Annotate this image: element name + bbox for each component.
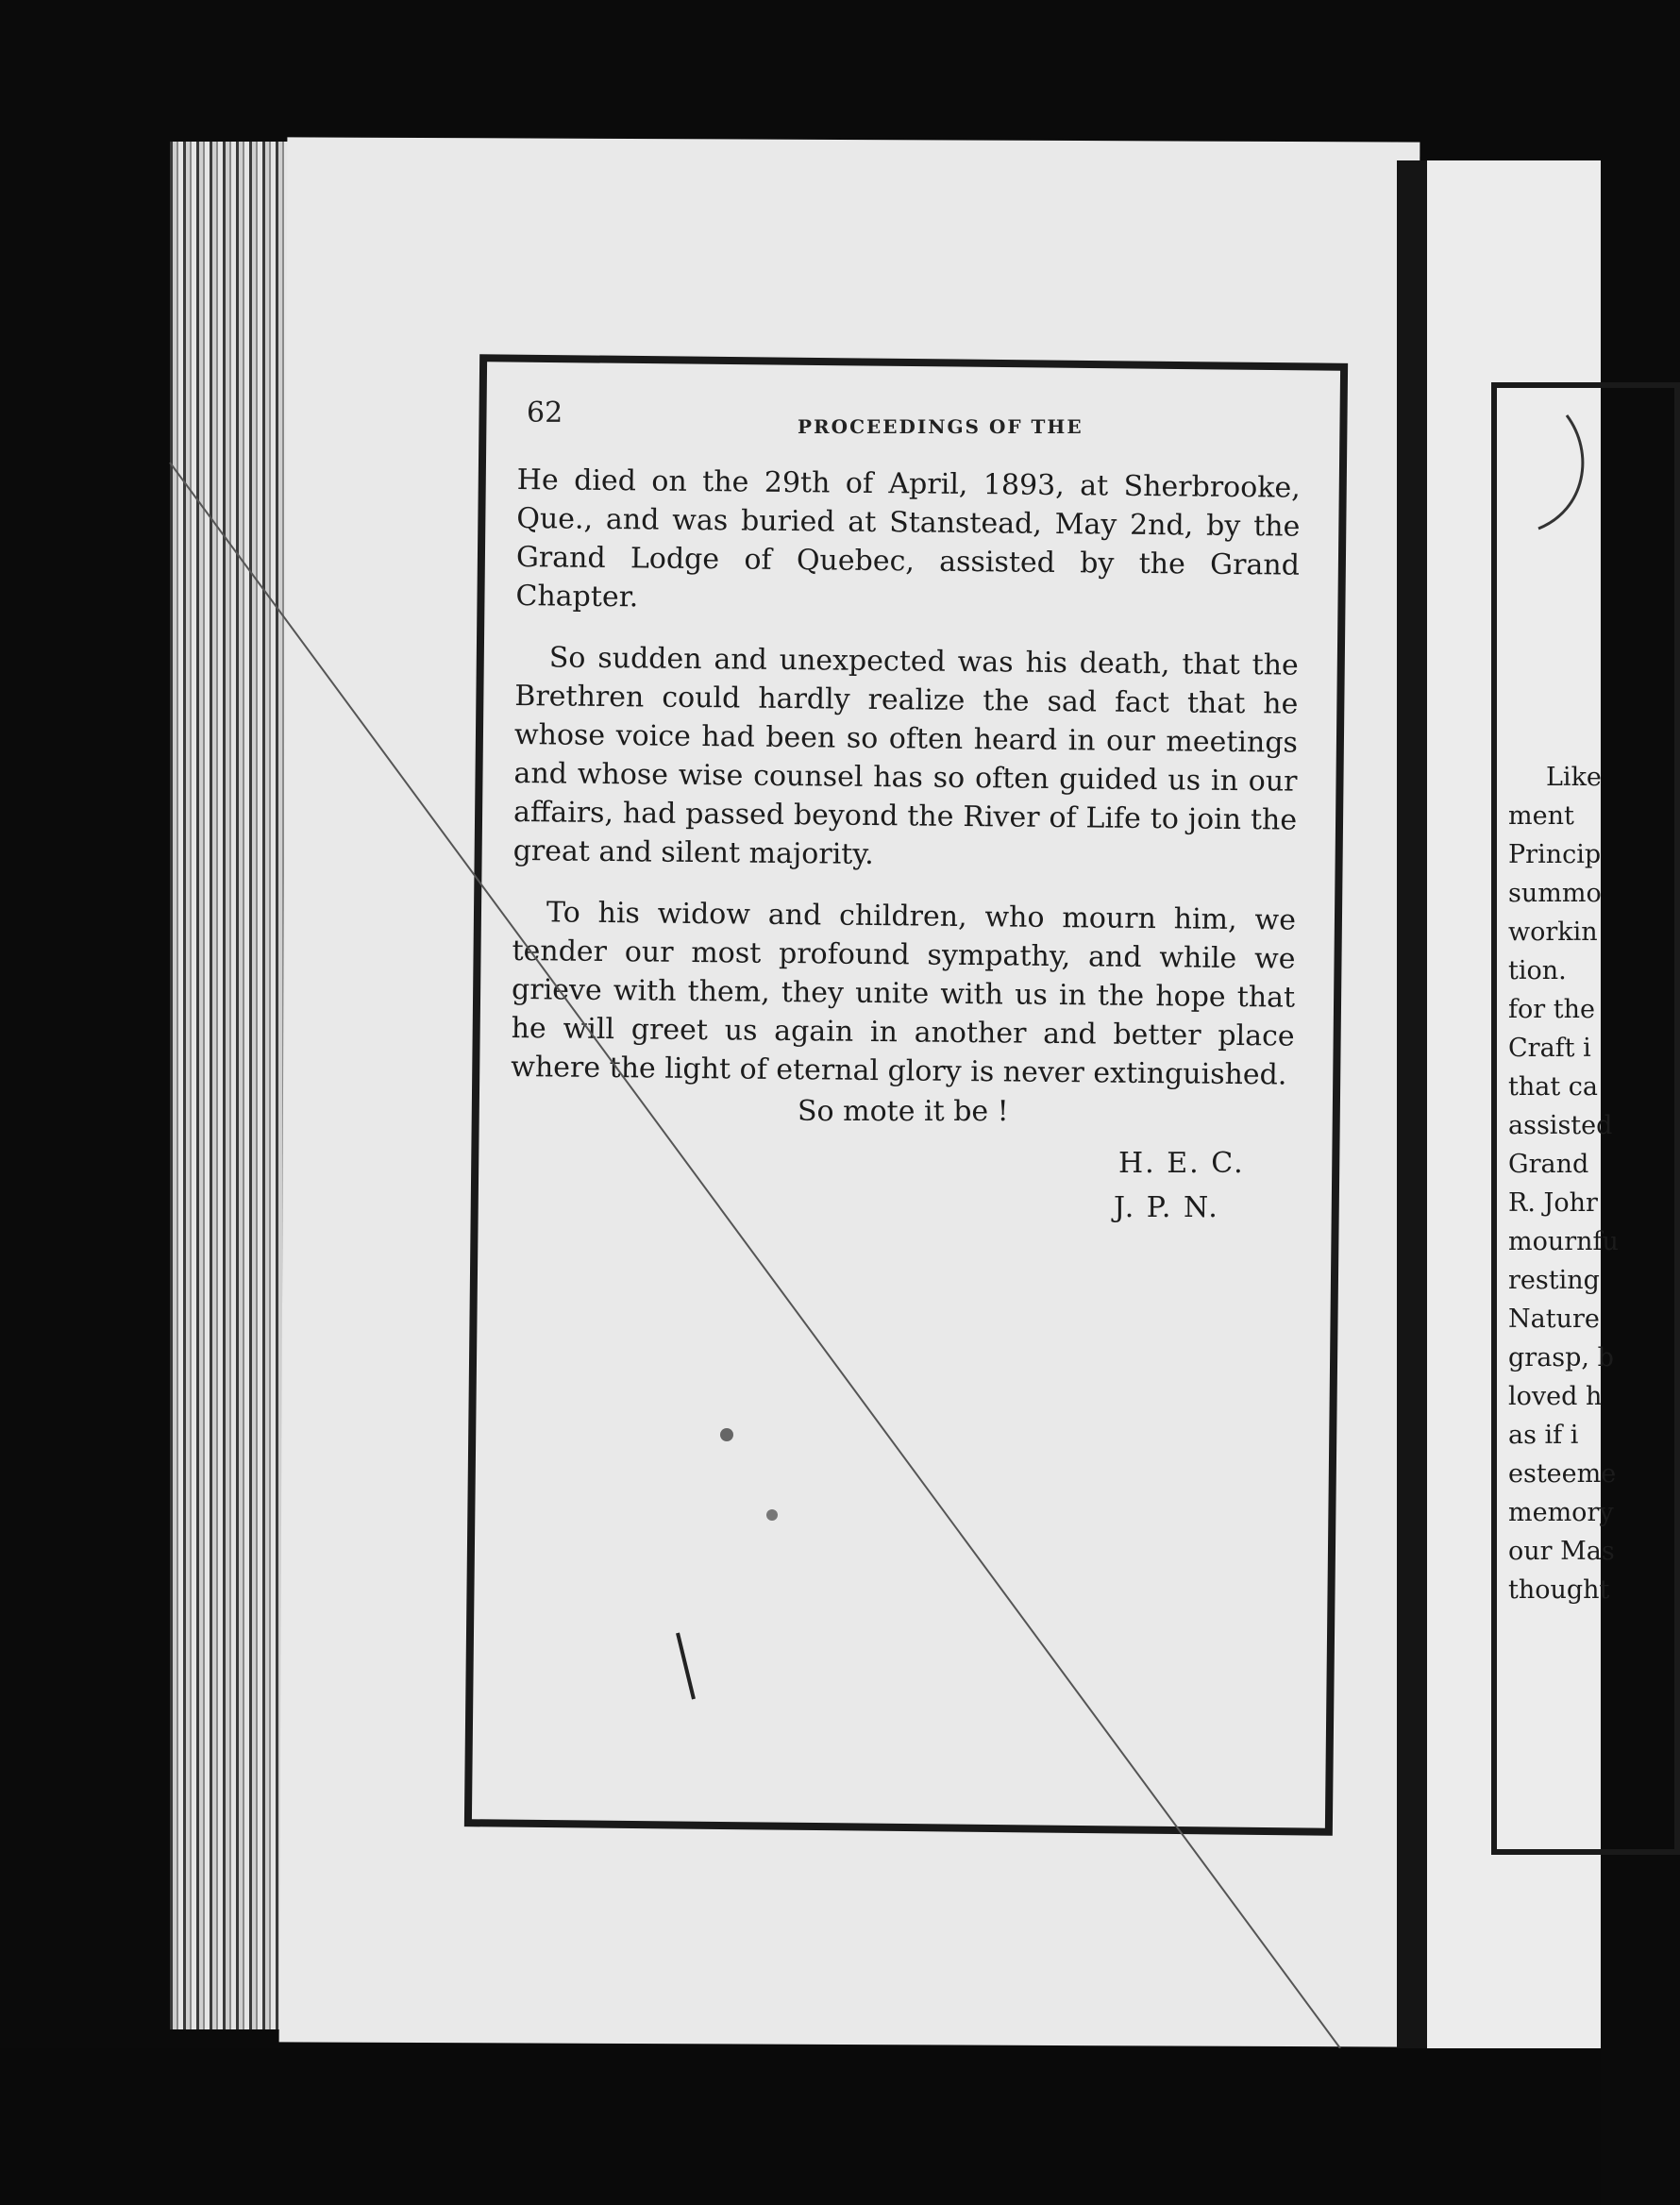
- paragraph-1: He died on the 29th of April, 1893, at Sherbrooke, Que., and was buried at Stanstead, May 2nd, by the Grand Lodge of Quebec, assisted by the Grand Chapter.: [515, 463, 1301, 614]
- right-line: summo: [1508, 879, 1602, 908]
- page-number: 62: [527, 396, 563, 429]
- right-line: that ca: [1508, 1072, 1598, 1102]
- right-line: our Mas: [1508, 1537, 1615, 1566]
- right-line: Princip: [1508, 840, 1602, 869]
- right-line: Grand: [1508, 1150, 1589, 1179]
- bottom-shadow: [0, 2048, 1601, 2205]
- right-line: thought: [1508, 1575, 1610, 1605]
- running-head: PROCEEDINGS OF THE: [798, 415, 1084, 438]
- spot: [766, 1509, 778, 1521]
- ink-mark: [678, 1633, 694, 1699]
- right-line: workin: [1508, 917, 1598, 947]
- right-line: mournfu: [1508, 1227, 1619, 1256]
- right-page-bracket: [1538, 415, 1583, 529]
- paragraph-3: To his widow and children, who mourn him, we tender our most profound sympathy, and while we grieve with them, they unite with us in the hope that he will greet us again in another and better place where the light of eternal glory is never extinguished.: [511, 896, 1297, 1092]
- right-line: assisted: [1508, 1111, 1613, 1140]
- paragraph-2: So sudden and unexpected was his death, that the Brethren could hardly realize the sad fact that he whose voice had been so often heard in our meetings and whose wise counsel has so often guided us in our affairs, had passed beyond the River of Life to join the great and silent majority.: [512, 641, 1299, 871]
- closing-line: So mote it be !: [798, 1095, 1009, 1128]
- diagonal-scratch-line: [170, 463, 1340, 2048]
- right-line: tion.: [1508, 956, 1567, 985]
- right-line: R. Johr: [1508, 1188, 1598, 1218]
- right-line: grasp, b: [1508, 1343, 1614, 1372]
- spot: [720, 1428, 733, 1441]
- right-line: memory: [1508, 1498, 1614, 1527]
- right-line: Craft i: [1508, 1034, 1591, 1063]
- signature-1: H. E. C.: [1118, 1147, 1245, 1180]
- right-line: loved h: [1508, 1382, 1603, 1411]
- right-line: as if i: [1508, 1421, 1579, 1450]
- signature-2: J. P. N.: [1114, 1191, 1219, 1224]
- right-line: Like: [1546, 763, 1602, 792]
- right-line: resting: [1508, 1266, 1600, 1295]
- right-line: ment: [1508, 801, 1574, 831]
- right-line: Nature: [1508, 1304, 1600, 1334]
- right-line: esteeme: [1508, 1459, 1617, 1489]
- right-line: for the: [1508, 995, 1595, 1024]
